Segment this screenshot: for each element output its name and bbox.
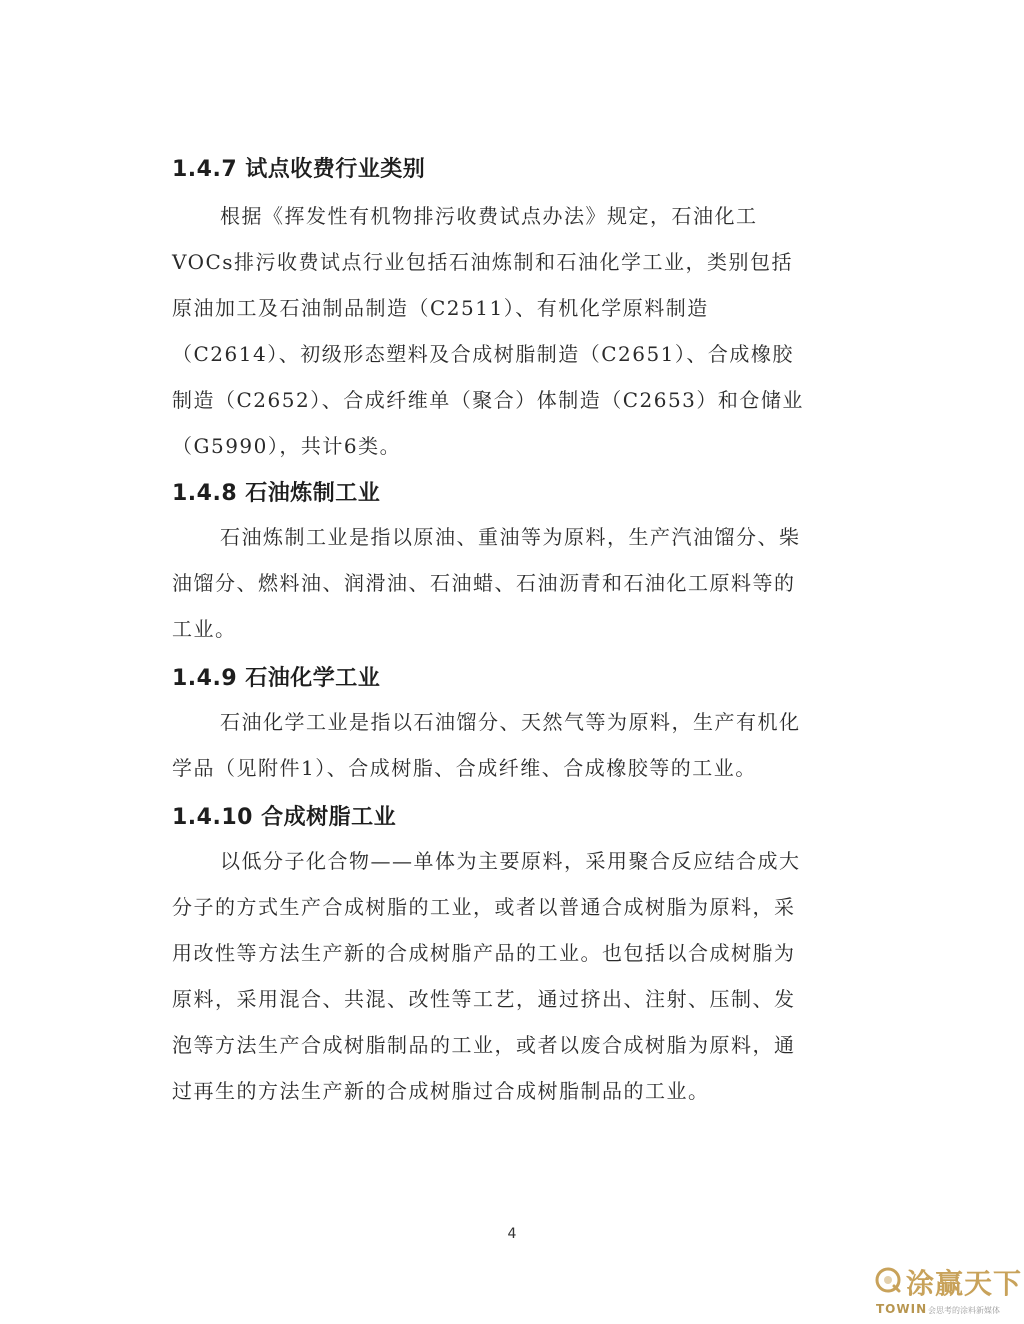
paragraph-line: 泡等方法生产合成树脂制品的工业，或者以废合成树脂为原料，通	[172, 1033, 796, 1057]
watermark-slogan: 会思考的涂料新媒体	[928, 1306, 1000, 1315]
section-heading-1-4-10: 1.4.10 合成树脂工业	[172, 805, 397, 830]
watermark-title: 涂赢天下	[906, 1267, 1023, 1300]
paragraph-line: 过再生的方法生产新的合成树脂过合成树脂制品的工业。	[172, 1079, 710, 1103]
paragraph-line: 以低分子化合物——单体为主要原料，采用聚合反应结合成大	[220, 849, 801, 873]
paragraph-line: 工业。	[172, 617, 237, 641]
paragraph-line: 油馏分、燃料油、润滑油、石油蜡、石油沥青和石油化工原料等的	[172, 571, 796, 595]
paragraph-line: 学品（见附件1）、合成树脂、合成纤维、合成橡胶等的工业。	[172, 756, 757, 780]
paragraph-line: 原料，采用混合、共混、改性等工艺，通过挤出、注射、压制、发	[172, 987, 796, 1011]
section-body-1-4-9	[172, 699, 862, 791]
paragraph-line: （C2614）、初级形态塑料及合成树脂制造（C2651）、合成橡胶	[172, 342, 794, 366]
paragraph-line: 原油加工及石油制品制造（C2511）、有机化学原料制造	[172, 296, 709, 320]
section-body-1-4-10	[172, 838, 862, 1114]
section-body-1-4-7	[172, 193, 862, 469]
paragraph-line: 石油炼制工业是指以原油、重油等为原料，生产汽油馏分、柴	[220, 525, 801, 549]
watermark-brand: TOWIN	[876, 1302, 928, 1316]
paragraph-line: 石油化学工业是指以石油馏分、天然气等为原料，生产有机化	[220, 710, 801, 734]
paragraph-line: VOCs排污收费试点行业包括石油炼制和石油化学工业，类别包括	[172, 250, 794, 274]
watermark-logo	[874, 1262, 1022, 1320]
section-heading-1-4-9: 1.4.9 石油化学工业	[172, 666, 381, 691]
paragraph-line: 根据《挥发性有机物排污收费试点办法》规定，石油化工	[220, 204, 758, 228]
paragraph-line: 分子的方式生产合成树脂的工业，或者以普通合成树脂为原料，采	[172, 895, 796, 919]
section-body-1-4-8	[172, 514, 862, 652]
section-heading-1-4-8: 1.4.8 石油炼制工业	[172, 481, 381, 506]
logo-mark-icon	[874, 1266, 902, 1294]
page-number: 4	[507, 1226, 517, 1242]
section-heading-1-4-7: 1.4.7 试点收费行业类别	[172, 157, 426, 182]
paragraph-line: 用改性等方法生产新的合成树脂产品的工业。也包括以合成树脂为	[172, 941, 796, 965]
paragraph-line: 制造（C2652）、合成纤维单（聚合）体制造（C2653）和仓储业	[172, 388, 804, 412]
paragraph-line: （G5990），共计6类。	[172, 434, 402, 458]
